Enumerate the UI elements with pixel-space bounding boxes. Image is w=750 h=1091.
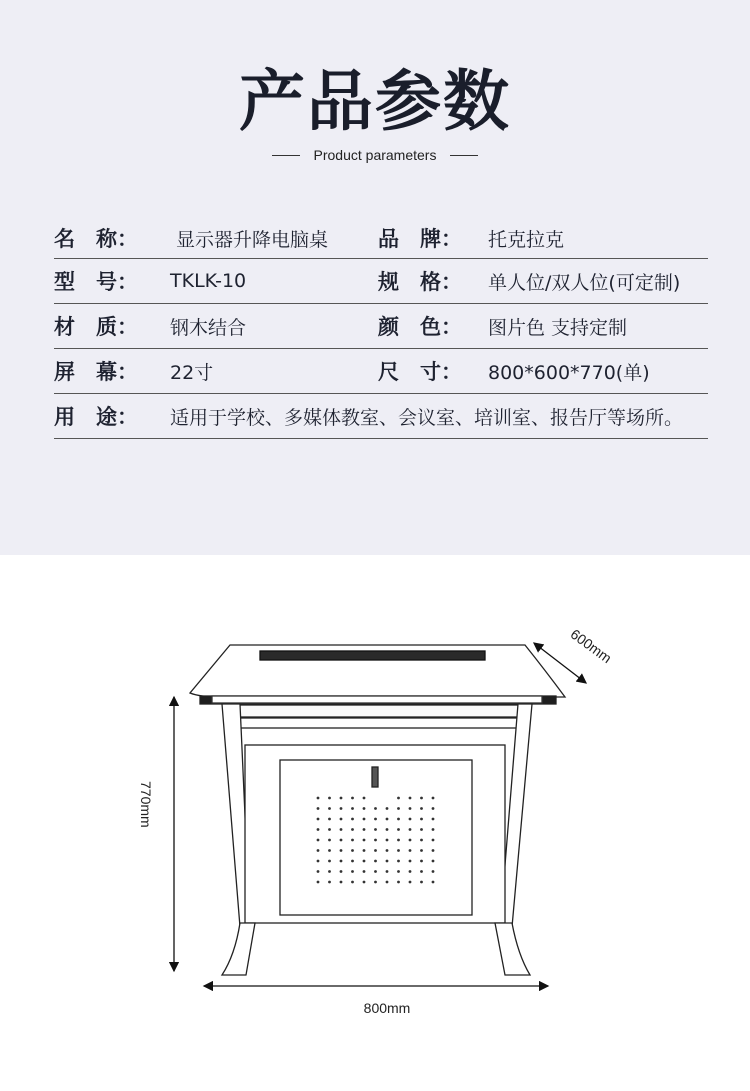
perforation-dot (420, 807, 423, 810)
perforation-dot (363, 839, 366, 842)
perforation-dot (351, 881, 354, 884)
perforation-dot (351, 818, 354, 821)
perforation-dot (420, 860, 423, 863)
perforation-dot (432, 828, 435, 831)
perforation-dot (328, 870, 331, 873)
spec-row (54, 349, 708, 394)
perforation-dot (409, 828, 412, 831)
perforation-dot (420, 881, 423, 884)
perforation-dot (340, 797, 343, 800)
perforation-dot (374, 818, 377, 821)
spec-row (54, 304, 708, 349)
divider-left (272, 155, 300, 156)
perforation-dot (432, 881, 435, 884)
perforation-dot (409, 839, 412, 842)
perforation-dot (340, 807, 343, 810)
spec-label: 尺 寸： (378, 360, 462, 384)
perforation-dot (397, 818, 400, 821)
perforation-dot (363, 807, 366, 810)
perforation-dot (374, 807, 377, 810)
perforation-dot (432, 807, 435, 810)
spec-value: 22寸 (170, 361, 214, 384)
perforation-dot (317, 797, 320, 800)
perforation-dot (328, 797, 331, 800)
perforation-dot (317, 807, 320, 810)
perforation-dot (328, 807, 331, 810)
depth-label: 600mm (567, 625, 615, 667)
perforation-dot (409, 797, 412, 800)
perforation-dot (363, 860, 366, 863)
perforation-dot (317, 828, 320, 831)
perforation-dot (409, 807, 412, 810)
perforation-dot (317, 870, 320, 873)
perforation-dot (351, 839, 354, 842)
spec-row (54, 259, 708, 304)
perforation-dot (420, 849, 423, 852)
spec-value: 适用于学校、多媒体教室、会议室、培训室、报告厅等场所。 (170, 406, 684, 429)
spec-label: 型 号： (54, 270, 138, 294)
perforation-dot (340, 870, 343, 873)
perforation-dot (363, 818, 366, 821)
dimension-diagram-section (0, 555, 750, 1087)
perforation-dot (328, 828, 331, 831)
perforation-dot (328, 860, 331, 863)
perforation-dot (374, 881, 377, 884)
perforation-dot (374, 870, 377, 873)
perforation-dot (328, 818, 331, 821)
perforation-dot (328, 881, 331, 884)
spec-label: 屏 幕： (54, 360, 138, 384)
spec-value: 托克拉克 (488, 228, 565, 251)
perforation-dot (420, 839, 423, 842)
height-label: 770mm (138, 781, 154, 828)
spec-value: TKLK-10 (170, 270, 247, 292)
perforation-dot (374, 860, 377, 863)
spec-table (54, 218, 708, 439)
perforation-dot (363, 881, 366, 884)
perforation-dot (340, 849, 343, 852)
perforation-dot (328, 849, 331, 852)
perforation-dot (363, 828, 366, 831)
perforation-dot (409, 860, 412, 863)
page-title: 产品参数 (239, 63, 511, 140)
perforation-dot (351, 870, 354, 873)
perforation-dot (340, 881, 343, 884)
perforation-dot (363, 849, 366, 852)
perforation-dot (374, 839, 377, 842)
perforation-dot (432, 870, 435, 873)
perforation-dot (317, 818, 320, 821)
perforation-dot (397, 870, 400, 873)
divider-right (450, 155, 478, 156)
spec-label: 品 牌： (378, 227, 462, 251)
spec-label: 材 质： (54, 315, 138, 339)
perforation-dot (409, 870, 412, 873)
perforation-dot (409, 881, 412, 884)
perforation-dot (340, 818, 343, 821)
perforation-dot (317, 849, 320, 852)
perforation-dot (420, 797, 423, 800)
perforation-dot (317, 860, 320, 863)
perforation-dot (351, 797, 354, 800)
perforation-dot (363, 797, 366, 800)
perforation-dot (432, 797, 435, 800)
perforation-dot (386, 860, 389, 863)
perforation-dot (351, 807, 354, 810)
perforation-dot (397, 849, 400, 852)
perforation-dot (351, 849, 354, 852)
spec-value: 钢木结合 (170, 316, 247, 339)
perforation-dot (340, 860, 343, 863)
spec-value: 显示器升降电脑桌 (176, 228, 329, 251)
perforation-dot (432, 860, 435, 863)
perforation-dot (420, 818, 423, 821)
perforation-dot (351, 828, 354, 831)
spec-row (54, 218, 708, 259)
spec-label: 名 称： (54, 227, 138, 251)
spec-label: 规 格： (378, 270, 462, 294)
perforation-dot (409, 849, 412, 852)
perforation-dot (386, 849, 389, 852)
perforation-dot (374, 849, 377, 852)
perforation-dot (397, 807, 400, 810)
page-subtitle: Product parameters (313, 147, 437, 163)
spec-value: 800*600*770(单) (488, 361, 650, 384)
desk-dimension-diagram (0, 555, 750, 1087)
perforation-dot (397, 828, 400, 831)
perforation-dot (420, 870, 423, 873)
perforation-dot (386, 818, 389, 821)
perforation-dot (397, 797, 400, 800)
width-label: 800mm (363, 1000, 411, 1016)
perforation-dot (397, 860, 400, 863)
perforation-dot (386, 870, 389, 873)
spec-label: 用 途： (54, 405, 138, 429)
desk-illustration (190, 645, 565, 975)
perforation-dot (432, 839, 435, 842)
perforation-dot (328, 839, 331, 842)
perforation-dot (397, 881, 400, 884)
perforation-dot (386, 807, 389, 810)
perforation-dot (340, 828, 343, 831)
perforation-dot (409, 818, 412, 821)
perforation-dot (317, 881, 320, 884)
spec-value: 单人位/双人位(可定制) (488, 271, 681, 294)
spec-label: 颜 色： (378, 315, 462, 339)
perforation-dot (374, 828, 377, 831)
perforation-dot (317, 839, 320, 842)
subtitle-row (0, 145, 750, 165)
perforation-dot (386, 839, 389, 842)
perforation-dot (340, 839, 343, 842)
perforation-dot (397, 839, 400, 842)
spec-value: 图片色 支持定制 (488, 316, 628, 339)
spec-row (54, 394, 708, 439)
perforation-dot (432, 818, 435, 821)
perforation-dot (420, 828, 423, 831)
perforation-dot (432, 849, 435, 852)
perforation-dot (386, 881, 389, 884)
perforation-dot (363, 870, 366, 873)
perforation-dot (351, 860, 354, 863)
perforation-dot (386, 828, 389, 831)
